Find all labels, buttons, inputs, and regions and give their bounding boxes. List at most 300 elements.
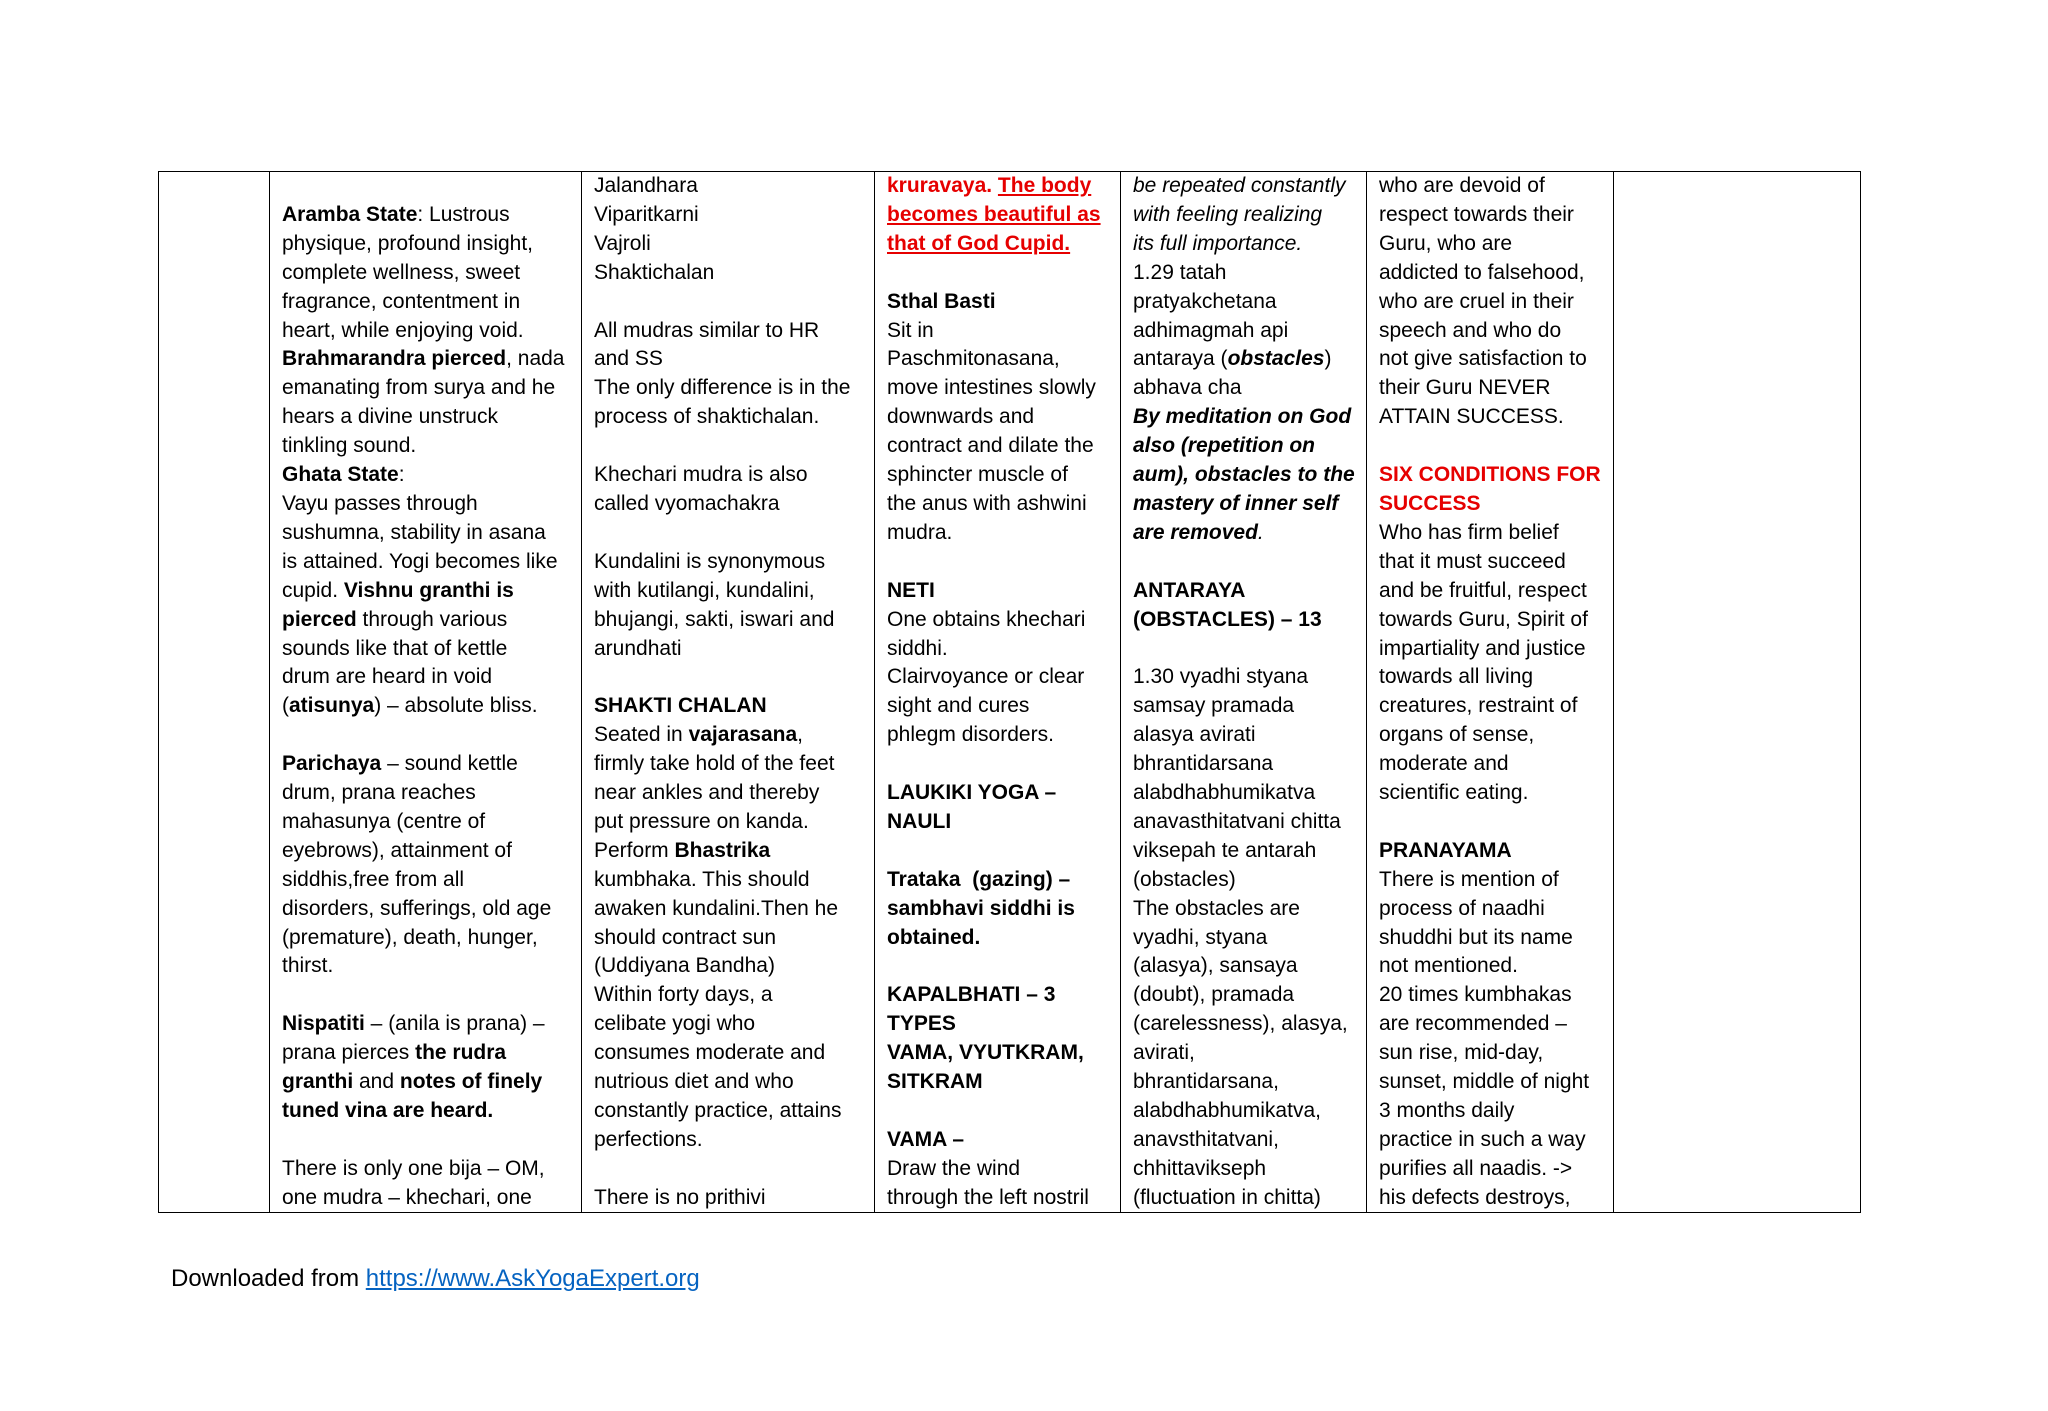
text-line xyxy=(887,1155,1120,1184)
table-cell-column-5 xyxy=(1121,172,1367,1212)
text-line xyxy=(1379,1126,1613,1155)
text-run: complete wellness, sweet xyxy=(282,260,521,284)
text-run: perfections. xyxy=(594,1127,703,1151)
text-run: celibate yogi who xyxy=(594,1012,756,1036)
text-run: obtained. xyxy=(887,925,981,949)
text-run: his defects destroys, xyxy=(1379,1185,1571,1209)
text-line xyxy=(594,577,874,606)
text-run: Viparitkarni xyxy=(594,202,699,226)
text-line xyxy=(887,1184,1120,1212)
text-line xyxy=(282,548,581,577)
text-line xyxy=(1379,895,1613,924)
text-line xyxy=(887,635,1120,664)
text-run: SHAKTI CHALAN xyxy=(594,694,767,718)
text-run: phlegm disorders. xyxy=(887,723,1054,747)
text-line xyxy=(1379,692,1613,721)
text-run: 3 months daily xyxy=(1379,1099,1515,1122)
text-line xyxy=(594,750,874,779)
text-line xyxy=(1133,779,1366,808)
text-run: who are cruel in their xyxy=(1379,289,1574,313)
footer-prefix-text: Downloaded from xyxy=(171,1265,366,1292)
text-run: PRANAYAMA xyxy=(1379,838,1512,862)
text-run: sun rise, mid-day, xyxy=(1379,1041,1544,1065)
text-line xyxy=(594,952,874,981)
text-run: Sit in xyxy=(887,318,934,342)
text-run: purifies all naadis. -> xyxy=(1379,1156,1573,1180)
text-line xyxy=(1379,1039,1613,1068)
blank-line xyxy=(282,1126,581,1155)
text-run: not mentioned. xyxy=(1379,954,1518,978)
text-line xyxy=(594,837,874,866)
text-line xyxy=(887,779,1120,808)
text-line xyxy=(1133,461,1366,490)
text-line xyxy=(1133,1068,1366,1097)
text-run: bhrantidarsana xyxy=(1133,752,1274,776)
text-run: abhava cha xyxy=(1133,376,1242,400)
text-run: Trataka (gazing) – xyxy=(887,867,1071,891)
text-run: (alasya), sansaya xyxy=(1133,954,1298,978)
text-run: constantly practice, attains xyxy=(594,1099,842,1122)
text-line xyxy=(282,837,581,866)
text-line xyxy=(1133,403,1366,432)
text-run: sushumna, stability in asana xyxy=(282,520,546,544)
text-run: One obtains khechari xyxy=(887,607,1086,631)
text-line xyxy=(887,230,1120,259)
text-run: and SS xyxy=(594,347,663,371)
text-line xyxy=(887,577,1120,606)
text-run: nutrious diet and who xyxy=(594,1070,794,1094)
text-run: sight and cures xyxy=(887,694,1030,718)
text-line xyxy=(282,461,581,490)
text-run: NETI xyxy=(887,578,935,602)
text-run: near ankles and thereby xyxy=(594,781,820,805)
text-run: Khechari mudra is also xyxy=(594,463,808,487)
text-run: one mudra – khechari, one xyxy=(282,1185,532,1209)
text-run: arundhati xyxy=(594,636,682,660)
text-run: NAULI xyxy=(887,809,952,833)
text-run: impartiality and justice xyxy=(1379,636,1586,660)
text-line xyxy=(282,490,581,519)
text-line xyxy=(1133,866,1366,895)
text-line xyxy=(282,866,581,895)
text-run: antaraya ( xyxy=(1133,347,1228,371)
text-run: Vajroli xyxy=(594,231,651,255)
text-line xyxy=(1133,288,1366,317)
text-run: Brahmarandra pierced xyxy=(282,347,507,371)
text-line xyxy=(594,461,874,490)
text-run: sambhavi siddhi is xyxy=(887,896,1075,920)
text-run: Draw the wind xyxy=(887,1156,1021,1180)
text-line xyxy=(1379,837,1613,866)
text-run: Sthal Basti xyxy=(887,289,996,313)
text-run: called vyomachakra xyxy=(594,491,780,515)
text-line xyxy=(594,490,874,519)
text-line xyxy=(594,1126,874,1155)
text-run: speech and who do xyxy=(1379,318,1562,342)
text-run: the rudra xyxy=(415,1041,507,1065)
text-run: Nispatiti xyxy=(282,1012,365,1036)
text-run: Who has firm belief xyxy=(1379,520,1559,544)
text-line xyxy=(1379,635,1613,664)
text-run: aum), obstacles to the xyxy=(1133,463,1355,487)
text-run: LAUKIKI YOGA – xyxy=(887,781,1057,805)
text-line xyxy=(594,1097,874,1126)
text-line xyxy=(282,779,581,808)
text-run: alabdhabhumikatva xyxy=(1133,781,1316,805)
text-run: obstacles xyxy=(1227,347,1325,371)
text-line xyxy=(1133,230,1366,259)
text-line xyxy=(282,374,581,403)
text-line xyxy=(1133,1126,1366,1155)
text-run: kruravaya. xyxy=(887,174,998,197)
blank-line xyxy=(887,750,1120,779)
text-run: By meditation on God xyxy=(1133,405,1352,429)
text-run: with kutilangi, kundalini, xyxy=(594,578,815,602)
text-run: and be fruitful, respect xyxy=(1379,578,1587,602)
text-line xyxy=(887,1010,1120,1039)
text-run: move intestines slowly xyxy=(887,376,1096,400)
text-line xyxy=(1379,952,1613,981)
text-line xyxy=(1133,1010,1366,1039)
text-line xyxy=(282,924,581,953)
blank-line xyxy=(1379,808,1613,837)
text-line xyxy=(887,345,1120,374)
text-run: Kundalini is synonymous xyxy=(594,549,826,573)
text-line xyxy=(887,1068,1120,1097)
text-run: Shaktichalan xyxy=(594,260,715,284)
text-line xyxy=(1379,981,1613,1010)
text-run: SUCCESS xyxy=(1379,491,1481,515)
text-run: There is mention of xyxy=(1379,867,1559,891)
text-line xyxy=(887,924,1120,953)
text-line xyxy=(594,808,874,837)
text-run: Bhastrika xyxy=(674,838,771,862)
text-run: tinkling sound. xyxy=(282,434,417,458)
text-run: The only difference is in the xyxy=(594,376,851,400)
text-run: – (anila is prana) – xyxy=(364,1012,545,1036)
text-line xyxy=(594,924,874,953)
text-run: ATTAIN SUCCESS. xyxy=(1379,405,1564,429)
text-run: cupid. xyxy=(282,578,344,602)
text-run: viksepah te antarah xyxy=(1133,838,1317,862)
text-run: Clairvoyance or clear xyxy=(887,665,1085,689)
text-run: . xyxy=(1257,520,1264,544)
text-run: fragrance, contentment in xyxy=(282,289,521,313)
text-run: is attained. Yogi becomes like xyxy=(282,549,558,573)
text-line xyxy=(887,403,1120,432)
source-website-link[interactable]: https://www.AskYogaExpert.org xyxy=(365,1265,700,1292)
text-line xyxy=(594,635,874,664)
text-run: chhittavikseph xyxy=(1133,1156,1267,1180)
text-line xyxy=(1133,432,1366,461)
blank-line xyxy=(282,981,581,1010)
text-run: (fluctuation in chitta) xyxy=(1133,1185,1321,1209)
text-run: ) – absolute bliss. xyxy=(374,694,538,718)
text-run: Vishnu granthi is xyxy=(343,578,514,602)
text-run: avirati, xyxy=(1133,1041,1195,1065)
text-run: Within forty days, a xyxy=(594,983,773,1007)
text-run: put pressure on kanda. xyxy=(594,809,809,833)
text-line xyxy=(1133,895,1366,924)
text-line xyxy=(1133,663,1366,692)
text-line xyxy=(1133,490,1366,519)
text-line xyxy=(1379,577,1613,606)
text-run: heart, while enjoying void. xyxy=(282,318,524,342)
text-line xyxy=(282,895,581,924)
blank-line xyxy=(887,952,1120,981)
text-line xyxy=(594,1010,874,1039)
text-line xyxy=(282,1155,581,1184)
text-run: , nada xyxy=(506,347,565,371)
text-run: notes of finely xyxy=(399,1070,543,1094)
text-run: mahasunya (centre of xyxy=(282,809,486,833)
text-run: drum are heard in void xyxy=(282,665,493,689)
text-run: siddhis,free from all xyxy=(282,867,465,891)
text-run: mudra. xyxy=(887,520,953,544)
text-run: firmly take hold of the feet xyxy=(594,752,835,776)
text-line xyxy=(1379,779,1613,808)
text-line xyxy=(282,432,581,461)
text-run: eyebrows), attainment of xyxy=(282,838,512,862)
text-line xyxy=(887,519,1120,548)
text-line xyxy=(887,692,1120,721)
blank-line xyxy=(282,721,581,750)
text-line xyxy=(594,1039,874,1068)
text-line xyxy=(282,1097,581,1126)
text-run: KAPALBHATI – 3 xyxy=(887,983,1056,1007)
text-line xyxy=(1133,1097,1366,1126)
text-run: drum, prana reaches xyxy=(282,781,476,805)
text-run: awaken kundalini.Then he xyxy=(594,896,839,920)
text-run: moderate and xyxy=(1379,752,1509,776)
text-line xyxy=(1133,259,1366,288)
text-run: VAMA – xyxy=(887,1127,965,1151)
text-line xyxy=(887,721,1120,750)
text-run: ( xyxy=(282,694,289,718)
text-line xyxy=(1379,172,1613,201)
text-line xyxy=(282,519,581,548)
text-line xyxy=(1133,606,1366,635)
text-run: scientific eating. xyxy=(1379,781,1529,805)
text-run: : Lustrous xyxy=(417,202,510,226)
text-line xyxy=(887,866,1120,895)
text-run: thirst. xyxy=(282,954,334,978)
text-run: Vayu passes through xyxy=(282,491,478,515)
text-line xyxy=(282,577,581,606)
text-line xyxy=(1379,403,1613,432)
text-run: siddhi. xyxy=(887,636,948,660)
text-run: prana pierces xyxy=(282,1041,416,1065)
text-run: bhujangi, sakti, iswari and xyxy=(594,607,835,631)
text-line xyxy=(887,490,1120,519)
text-line xyxy=(1379,1184,1613,1212)
table-cell-column-1 xyxy=(159,172,270,1212)
text-run: sphincter muscle of xyxy=(887,463,1068,487)
text-line xyxy=(887,606,1120,635)
text-run: sounds like that of kettle xyxy=(282,636,508,660)
text-run: SIX CONDITIONS FOR xyxy=(1379,463,1601,487)
text-line xyxy=(887,808,1120,837)
text-run: that it must succeed xyxy=(1379,549,1566,573)
text-run: There is no prithivi xyxy=(594,1185,766,1209)
blank-line xyxy=(1133,635,1366,664)
text-run: anavasthitatvani chitta xyxy=(1133,809,1341,833)
text-run: emanating from surya and he xyxy=(282,376,556,400)
text-run: adhimagmah api xyxy=(1133,318,1289,342)
blank-line xyxy=(282,172,581,201)
text-run: through various xyxy=(356,607,508,631)
text-line xyxy=(1379,1068,1613,1097)
text-line xyxy=(887,1039,1120,1068)
blank-line xyxy=(887,259,1120,288)
text-line xyxy=(594,172,874,201)
text-line xyxy=(1133,374,1366,403)
text-line xyxy=(282,1184,581,1212)
text-line xyxy=(594,866,874,895)
text-line xyxy=(282,345,581,374)
text-line xyxy=(282,606,581,635)
text-line xyxy=(887,172,1120,201)
text-line xyxy=(1133,345,1366,374)
text-run: The obstacles are xyxy=(1133,896,1300,920)
text-line xyxy=(1133,837,1366,866)
text-run: respect towards their xyxy=(1379,202,1574,226)
text-run: towards all living xyxy=(1379,665,1534,689)
text-line xyxy=(1379,866,1613,895)
text-line xyxy=(1379,461,1613,490)
text-line xyxy=(282,808,581,837)
blank-line xyxy=(887,837,1120,866)
text-line xyxy=(1379,548,1613,577)
text-line xyxy=(887,663,1120,692)
text-run: practice in such a way xyxy=(1379,1127,1586,1151)
content-table xyxy=(158,171,1861,1213)
text-run: kumbhaka. This should xyxy=(594,867,810,891)
text-run: Seated in xyxy=(594,723,689,747)
text-line xyxy=(1133,750,1366,779)
table-cell-column-7 xyxy=(1614,172,1860,1212)
text-run: vyadhi, styana xyxy=(1133,925,1268,949)
blank-line xyxy=(1379,432,1613,461)
text-run: also (repetition on xyxy=(1133,434,1316,458)
text-line xyxy=(1133,201,1366,230)
text-line xyxy=(1379,345,1613,374)
text-line xyxy=(282,635,581,664)
text-line xyxy=(1379,663,1613,692)
text-run: disorders, sufferings, old age xyxy=(282,896,552,920)
text-run: – sound kettle xyxy=(381,752,518,776)
text-run: organs of sense, xyxy=(1379,723,1535,747)
text-run: Ghata State xyxy=(282,463,399,487)
text-run: Paschmitonasana, xyxy=(887,347,1060,371)
text-run: alasya avirati xyxy=(1133,723,1256,747)
text-line xyxy=(1133,317,1366,346)
text-run: ) xyxy=(1324,347,1332,371)
text-line xyxy=(887,1126,1120,1155)
text-run: There is only one bija – OM, xyxy=(282,1156,545,1180)
text-run: shuddhi but its name xyxy=(1379,925,1573,949)
text-run: tuned vina are heard. xyxy=(282,1099,494,1122)
text-line xyxy=(887,432,1120,461)
text-line xyxy=(282,952,581,981)
text-line xyxy=(594,721,874,750)
text-run: contract and dilate the xyxy=(887,434,1094,458)
text-run: sunset, middle of night xyxy=(1379,1070,1590,1094)
text-run: should contract sun xyxy=(594,925,777,949)
text-run: (carelessness), alasya, xyxy=(1133,1012,1348,1036)
text-run: (Uddiyana Bandha) xyxy=(594,954,775,978)
text-line xyxy=(1133,952,1366,981)
text-run: All mudras similar to HR xyxy=(594,318,820,342)
text-run: addicted to falsehood, xyxy=(1379,260,1585,284)
text-run: not give satisfaction to xyxy=(1379,347,1587,371)
text-line xyxy=(1133,519,1366,548)
text-run: , xyxy=(797,723,804,747)
text-run: pratyakchetana xyxy=(1133,289,1277,313)
text-run: bhrantidarsana, xyxy=(1133,1070,1279,1094)
text-run: TYPES xyxy=(887,1012,956,1036)
text-line xyxy=(282,1039,581,1068)
blank-line xyxy=(594,432,874,461)
text-line xyxy=(594,201,874,230)
text-line xyxy=(1133,577,1366,606)
table-cell-column-2 xyxy=(270,172,582,1212)
text-line xyxy=(887,317,1120,346)
text-run: (OBSTACLES) – 13 xyxy=(1133,607,1322,631)
text-line xyxy=(282,259,581,288)
text-run: 20 times kumbhakas xyxy=(1379,983,1572,1007)
table-cell-column-3 xyxy=(582,172,875,1212)
table-cell-column-6 xyxy=(1367,172,1614,1212)
text-run: becomes beautiful as xyxy=(887,202,1101,226)
blank-line xyxy=(594,663,874,692)
text-run: 1.29 tatah xyxy=(1133,260,1227,284)
text-line xyxy=(1379,317,1613,346)
blank-line xyxy=(594,1155,874,1184)
text-line xyxy=(887,461,1120,490)
text-line xyxy=(1133,172,1366,201)
blank-line xyxy=(1133,548,1366,577)
text-line xyxy=(1379,259,1613,288)
text-run: 1.30 vyadhi styana xyxy=(1133,665,1309,689)
text-run: vajarasana xyxy=(688,723,798,747)
text-line xyxy=(594,895,874,924)
text-line xyxy=(1133,981,1366,1010)
text-line xyxy=(282,317,581,346)
text-line xyxy=(1379,519,1613,548)
text-run: through the left nostril xyxy=(887,1185,1089,1209)
text-line xyxy=(1379,230,1613,259)
text-line xyxy=(1379,1097,1613,1126)
text-run: Parichaya xyxy=(282,752,382,776)
text-line xyxy=(1379,374,1613,403)
text-run: Aramba State xyxy=(282,202,418,226)
text-line xyxy=(1133,1039,1366,1068)
text-line xyxy=(1133,1184,1366,1212)
text-line xyxy=(594,403,874,432)
text-run: with feeling realizing xyxy=(1133,202,1323,226)
text-run: creatures, restraint of xyxy=(1379,694,1578,718)
text-line xyxy=(282,230,581,259)
text-run: The body xyxy=(997,174,1092,197)
text-run: mastery of inner self xyxy=(1133,491,1339,515)
text-run: physique, profound insight, xyxy=(282,231,534,255)
text-run: process of naadhi xyxy=(1379,896,1545,920)
text-line xyxy=(1379,490,1613,519)
text-run: atisunya xyxy=(289,694,375,718)
blank-line xyxy=(594,519,874,548)
text-line xyxy=(594,548,874,577)
